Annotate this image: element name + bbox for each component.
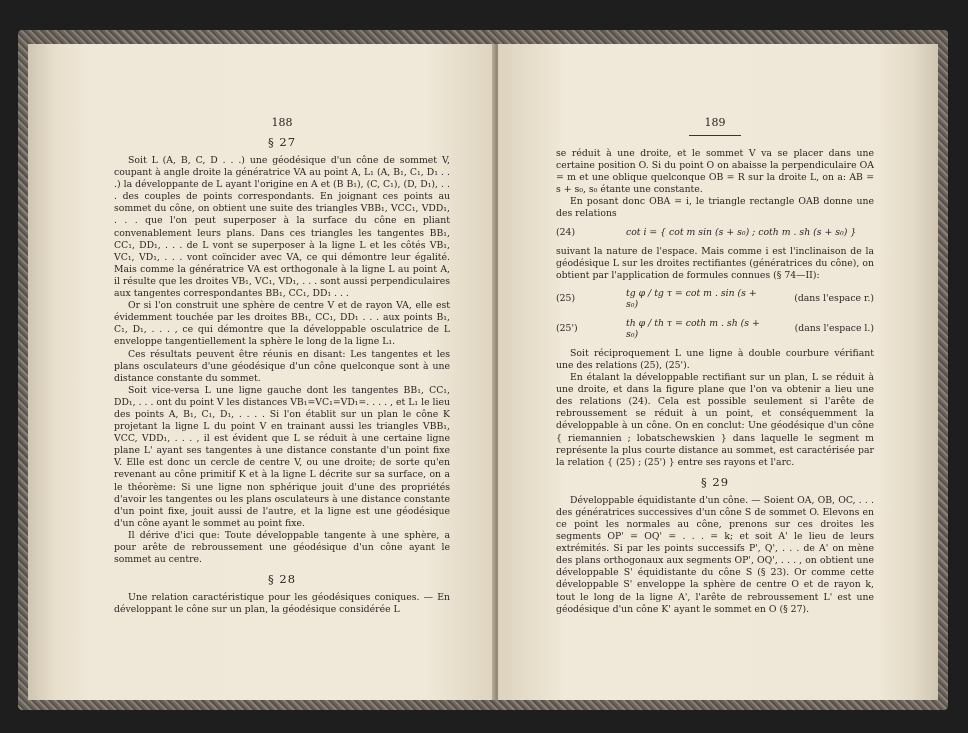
page-number-right: 189 xyxy=(704,116,726,129)
equation-note: (dans l'espace l.) xyxy=(794,323,874,335)
paragraph: se réduit à une droite, et le sommet V va se placer dans une certaine position O. Si du point O on abaisse la perpendiculaire OA = m et une oblique quelconque OB = R sur la droite L, on a: AB = s + s₀, s₀ étante une constante. xyxy=(556,148,874,196)
equation-label: (25') xyxy=(556,323,578,335)
paragraph: Ces résultats peuvent être réunis en disant: Les tangentes et les plans osculateurs d'une géodésique d'un cône quelconque sont à une distance constante du sommet. xyxy=(114,348,450,384)
equation-note: (dans l'espace r.) xyxy=(794,293,874,305)
equation-body: tg φ / tg τ = cot m . sin (s + s₀) xyxy=(626,287,757,310)
paragraph: suivant la nature de l'espace. Mais comme i est l'inclinaison de la géodésique L sur les droites rectifiantes (génératrices du cône), on obtient par l'application de formules connues (§ 74—II): xyxy=(556,245,874,281)
equation-body: th φ / th τ = coth m . sh (s + s₀) xyxy=(626,317,760,340)
page-number-left: 188 xyxy=(271,116,293,129)
paragraph: Soit vice-versa L une ligne gauche dont les tangentes BB₁, CC₁, DD₁, . . . ont du point V les distances VB₁=VC₁=VD₁=. . . . , et L₁ le lieu des points A, B₁, C₁, D₁, . . . . Si l'on établit sur un plan le cône K projetant la ligne L du point V en trainant aussi les triangles VBB₁, VCC, VDD₁, . . . , il est évident que L se réduit à une certaine ligne plane L' ayant ses tangentes à une distance constante d'un point fixe V. Elle est donc un cercle de centre V, ou une droite; de sorte qu'en revenant au cône primitif K et à la ligne L décrite sur sa surface, on a le théorème: Si une ligne non sphérique jouit d'une des propriétés d'avoir les tangentes ou les plans osculateurs à une distance constante d'un point fixe, jouit aussi de l'autre, et la ligne est une géodésique d'un cône ayant le sommet au point fixe. xyxy=(114,384,450,529)
paragraph: Soit L (A, B, C, D . . .) une géodésique d'un cône de sommet V, coupant à angle droite la génératrice VA au point A, L₁ (A, B₁, C₁, D₁ . . .) la développante de L ayant l'origine en A et (B B₁), (C, C₁), (D, D₁), . . . des couples de points correspondants. En joignant ces points au sommet du cône, on obtient une suite des triangles VBB₁, VCC₁, VDD₁, . . . que l'on peut superposer à la surface du cône en pliant convenablement leurs plans. Dans ces triangles les tangentes BB₁, CC₁, DD₁, . . . de L vont se superposer à la ligne L et les côtés VB₁, VC₁, VD₁, . . . vont coïncider avec VA, ce qui démontre leur égalité. Mais comme la génératrice VA est orthogonale à la ligne L au point A, il résulte que les droites VB₁, VC₁, VD₁, . . . sont aussi perpendiculaires aux tangentes correspondantes BB₁, CC₁, DD₁ . . . xyxy=(114,155,450,300)
equation-label: (24) xyxy=(556,226,576,238)
section-heading-29: § 29 xyxy=(700,474,730,489)
equation-label: (25) xyxy=(556,293,576,305)
equation-24 xyxy=(556,227,874,238)
right-page xyxy=(498,44,938,700)
section-heading-27: § 27 xyxy=(267,135,297,149)
paragraph: Il dérive d'ici que: Toute développable tangente à une sphère, a pour arête de rebroussement une géodésique d'un cône ayant le sommet au centre. xyxy=(114,529,450,566)
equation-body: cot i = { cot m sin (s + s₀) ; coth m . sh (s + s₀) } xyxy=(626,226,857,238)
section-heading-28: § 28 xyxy=(267,572,297,587)
paragraph: En posant donc OBA = i, le triangle rectangle OAB donne une des relations xyxy=(556,196,874,220)
paragraph: Or si l'on construit une sphère de centre V et de rayon VA, elle est évidemment touchée par les droites BB₁, CC₁, DD₁ . . . aux points B₁, C₁, D₁, . . . , ce qui démontre que la développable osculatrice de L enveloppe tangentiellement la sphère le long de la ligne L₁. xyxy=(114,300,450,348)
paragraph: En étalant la développable rectifiant sur un plan, L se réduit à une droite, et dans la figure plane que l'on va obtenir a lieu une des relations (24). Cela est possible seulement si l'arête de rebroussement se réduit à un point, et conséquemment la développable à un cône. On en conclut: Une géodésique d'un cône { riemannien ; lobatschewskien } dans laquelle le segment m représente la plus courte distance au sommet, est caractérisée par la relation { (25) ; (25') } entre ses rayons et l'arc. xyxy=(556,372,874,468)
paragraph: Une relation caractéristique pour les géodésiques coniques. — En développant le cône sur un plan, la géodésique considérée L xyxy=(114,592,450,616)
equation-25-prime xyxy=(556,318,874,340)
paragraph: Développable équidistante d'un cône. — Soient OA, OB, OC, . . . des génératrices successives d'un cône S de sommet O. Elevons en ce point les normales au cône, prenons sur ces droites les segments OP' = OQ' = . . . = k; et soit A' le lieu de leurs extrémités. Si par les points successifs P', Q', . . . de A' on mène des plans orthogonaux aux segments OP', OQ', . . . , on obtient une développable S' équidistante du cône S (§ 23). Or comme cette développable S' enveloppe la sphère de centre O et de rayon k, tout le long de la ligne A', l'arête de rebroussement L' est une géodésique d'un cône K' ayant le sommet en O (§ 27). xyxy=(556,494,874,615)
left-page xyxy=(28,44,496,700)
equation-25 xyxy=(556,288,874,310)
paragraph: Soit réciproquement L une ligne à double courbure vérifiant une des relations (25), (25'). xyxy=(556,347,874,371)
header-rule xyxy=(689,135,741,136)
